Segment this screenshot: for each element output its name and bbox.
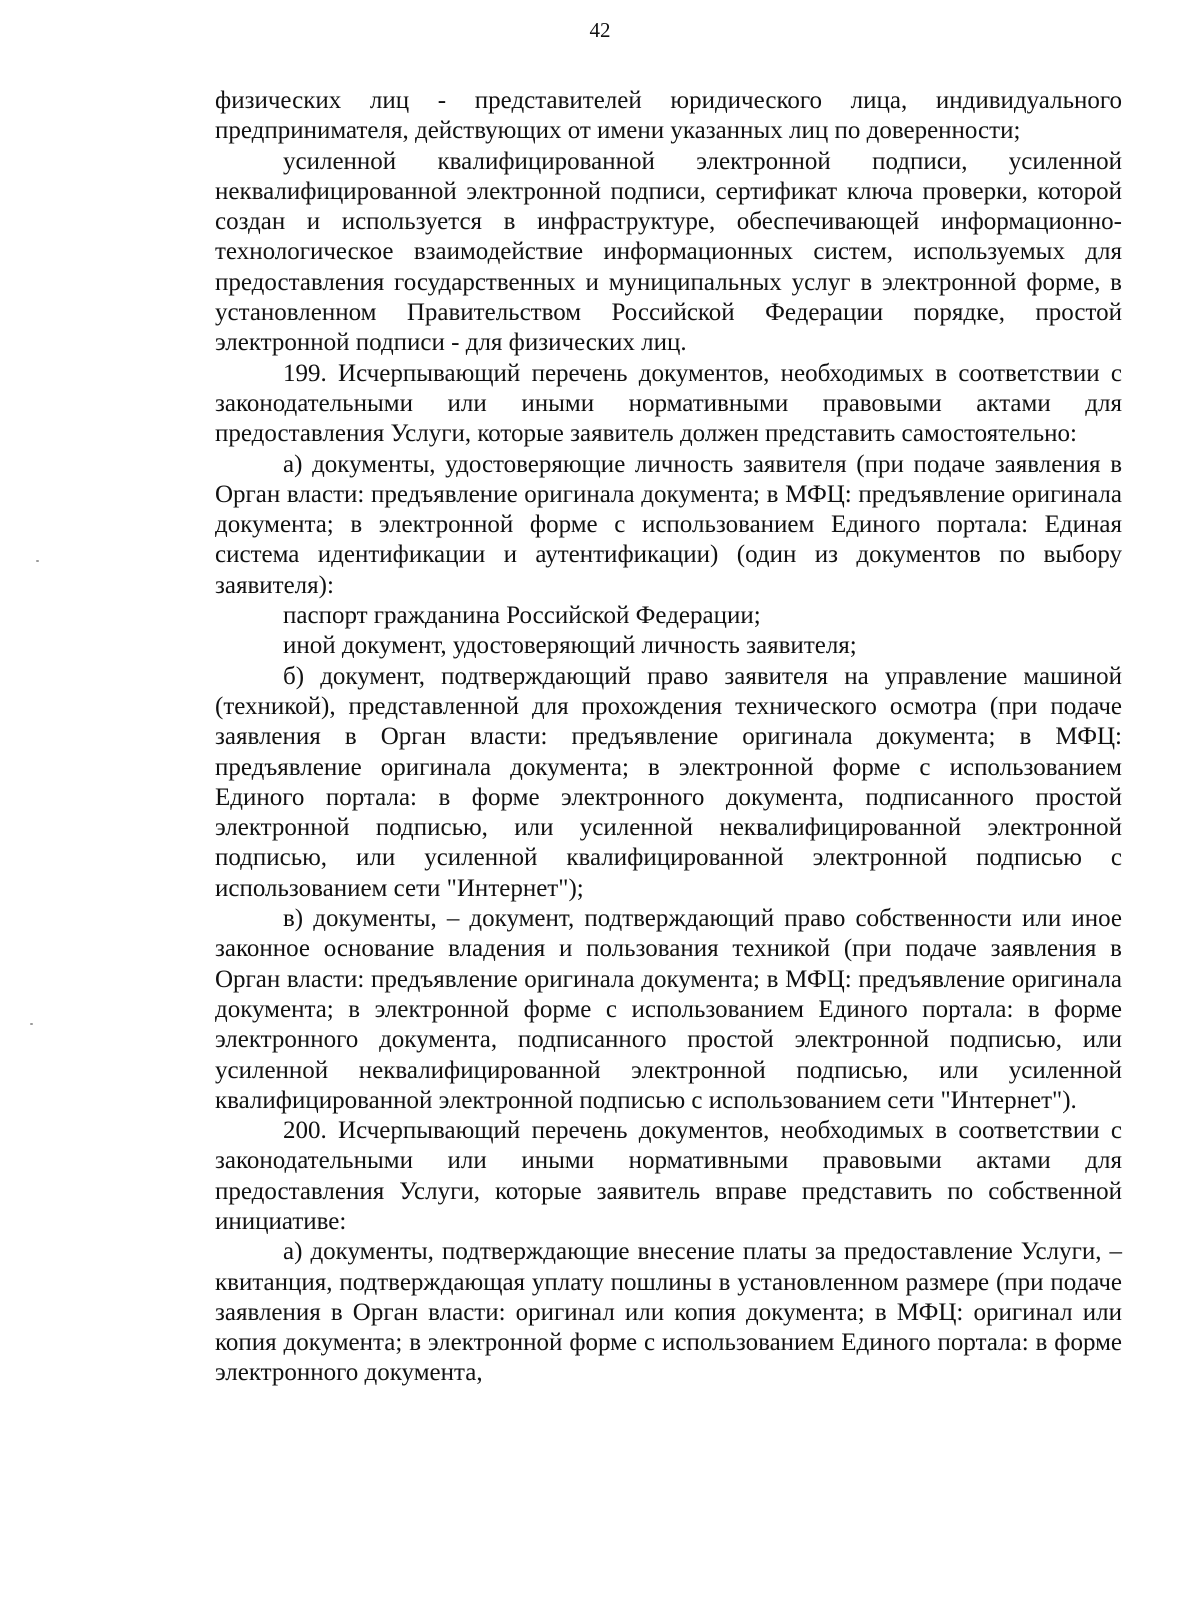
scan-artifact-dot [36, 560, 39, 562]
paragraph-199-b: б) документ, подтверждающий право заявителя на управление машиной (техникой), представленной для прохождения технического осмотра (при подаче заявления в Орган власти: предъявление оригинала документа; в МФЦ: предъявление оригинала документа; в электронной форме с использованием Единого портала: в форме электронного документа, подписанного простой электронной подписью, или усиленной неквалифицированной электронной подписью, или усиленной квалифицированной электронной подписью с использованием сети "Интернет"); [215, 662, 1122, 902]
paragraph-200: 200. Исчерпывающий перечень документов, необходимых в соответствии с законодательными или иными нормативными правовыми актами для предоставления Услуги, которые заявитель вправе представить по собственной инициативе: [215, 1117, 1122, 1235]
paragraph-200-a: а) документы, подтверждающие внесение платы за предоставление Услуги, – квитанция, подтверждающая уплату пошлины в установленном размере (при подаче заявления в Орган власти: оригинал или копия документа; в МФЦ: оригинал или копия документа; в электронной форме с использованием Единого портала: в форме электронного документа, [215, 1238, 1122, 1387]
paragraph-continuation: физических лиц - представителей юридического лица, индивидуального предпринимателя, действующих от имени указанных лиц по доверенности; [215, 87, 1122, 145]
document-body [215, 86, 1122, 1389]
paragraph-199-v: в) документы, – документ, подтверждающий право собственности или иное законное основание владения и пользования техникой (при подаче заявления в Орган власти: предъявление оригинала документа; в МФЦ: предъявление оригинала документа; в электронной форме с использованием Единого портала: в форме электронного документа, подписанного простой электронной подписью, или усиленной неквалифицированной электронной подписью, или усиленной квалифицированной электронной подписью с использованием сети "Интернет"). [215, 905, 1122, 1114]
paragraph-signature-types: усиленной квалифицированной электронной подписи, усиленной неквалифицированной электронной подписи, сертификат ключа проверки, которой создан и используется в инфраструктуре, обеспечивающей информационно-технологическое взаимодействие информационных систем, используемых для предоставления государственных и муниципальных услуг в электронной форме, в установленном Правительством Российской Федерации порядке, простой электронной подписи - для физических лиц. [215, 147, 1122, 357]
paragraph-199-a-other-id: иной документ, удостоверяющий личность заявителя; [283, 632, 857, 660]
scan-artifact-dot [30, 1023, 33, 1025]
paragraph-199-a-passport: паспорт гражданина Российской Федерации; [283, 602, 761, 630]
page-number: 42 [589, 18, 611, 42]
paragraph-199-a: а) документы, удостоверяющие личность заявителя (при подаче заявления в Орган власти: предъявление оригинала документа; в МФЦ: предъявление оригинала документа; в электронной форме с использованием Единого портала: Единая система идентификации и аутентификации) (один из документов по выбору заявителя): [215, 450, 1122, 599]
paragraph-199: 199. Исчерпывающий перечень документов, необходимых в соответствии с законодательными или иными нормативными правовыми актами для предоставления Услуги, которые заявитель должен представить самостоятельно: [215, 359, 1122, 448]
